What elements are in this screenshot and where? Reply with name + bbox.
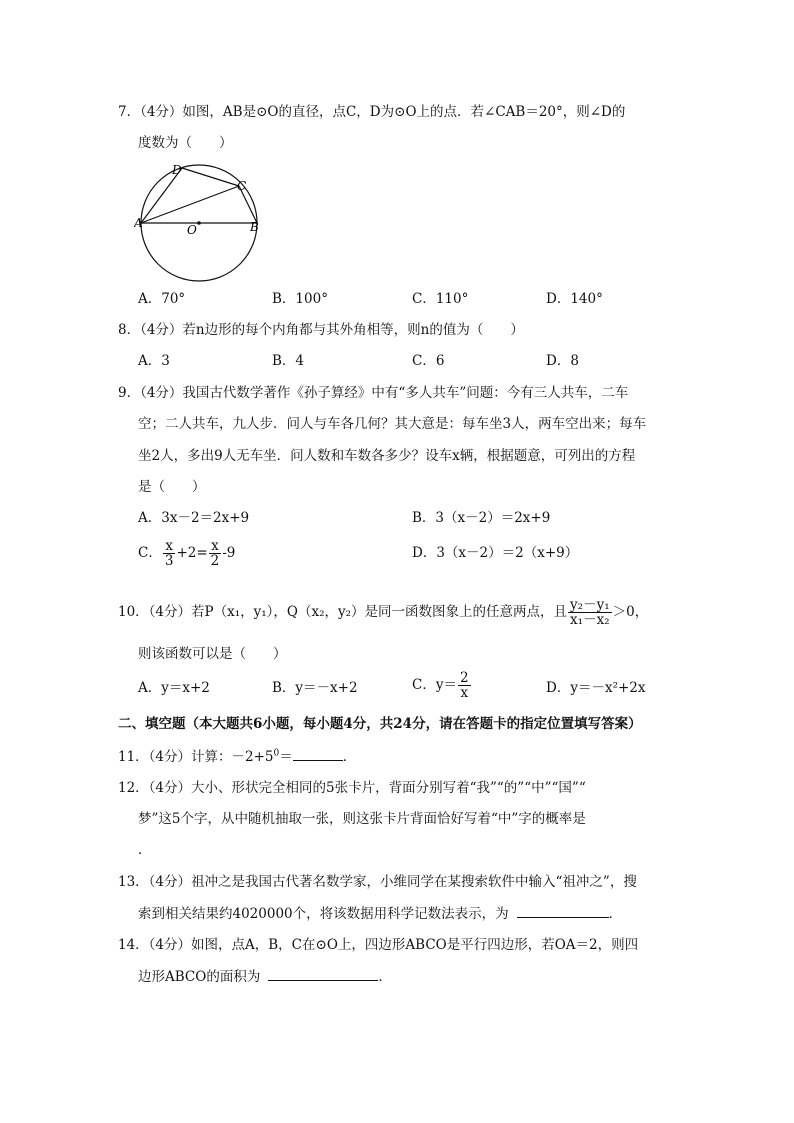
q12-line1: 12．（4分）大小、形状完全相同的5张卡片，背面分别写着“我”“的”“中”“国”“ bbox=[118, 780, 586, 796]
q10-prefix: 10．（4分）若P（x₁，y₁），Q（x₂，y₂）是同一函数图象上的任意两点，且 bbox=[118, 604, 568, 620]
frac-den: x₁－x₂ bbox=[570, 612, 610, 628]
q10-option-c-frac bbox=[458, 671, 471, 700]
frac-den: 2 bbox=[210, 553, 220, 569]
q13-answer-blank[interactable] bbox=[517, 903, 609, 918]
center-point bbox=[197, 221, 201, 225]
q9-option-c bbox=[138, 538, 235, 568]
q11-end: ． bbox=[342, 749, 357, 765]
q13-line1: 13．（4分）祖冲之是我国古代著名数学家，小维同学在某搜索软件中输入“祖冲之”，搜 bbox=[118, 874, 637, 890]
q12-line3: ． bbox=[138, 842, 152, 858]
q9-option-d: D．3（x－2）＝2（x+9） bbox=[412, 545, 579, 561]
q14-line2-text: 边形ABCO的面积为 bbox=[138, 969, 261, 985]
q9-option-a: A．3x－2＝2x+9 bbox=[138, 510, 250, 526]
chord-ac bbox=[141, 186, 239, 223]
q13-line2-text: 索到相关结果约4020000个，将该数据用科学记数法表示，为 bbox=[138, 906, 509, 922]
q8-line1: 8．（4分）若n边形的每个内角都与其外角相等，则n的值为（ ） bbox=[118, 322, 524, 338]
q7-line1: 7．（4分）如图，AB是⊙O的直径，点C，D为⊙O上的点．若∠CAB＝20°，则∠D的 bbox=[118, 104, 626, 120]
q11-answer-blank[interactable] bbox=[293, 746, 343, 761]
q7-option-a: A．70° bbox=[138, 291, 186, 307]
q10-frac bbox=[568, 598, 612, 627]
q10-line1 bbox=[118, 597, 648, 627]
q8-option-b: B．4 bbox=[272, 353, 305, 369]
q9-option-c-mid: +2= bbox=[176, 545, 208, 561]
q9-option-c-frac1 bbox=[163, 539, 176, 568]
q14-answer-blank[interactable] bbox=[268, 966, 378, 981]
q7-option-c: C．110° bbox=[412, 291, 469, 307]
q10-option-c-prefix: C．y＝ bbox=[412, 677, 457, 693]
q8-option-d: D．8 bbox=[546, 353, 579, 369]
q9-line1: 9．（4分）我国古代数学著作《孙子算经》中有“多人共车”问题：今有三人共车，二车 bbox=[118, 385, 629, 401]
q8-option-c: C．6 bbox=[412, 353, 445, 369]
q14-line1: 14．（4分）如图，点A，B，C在⊙O上，四边形ABCO是平行四边形，若OA＝2，则四 bbox=[118, 937, 639, 953]
frac-num: 2 bbox=[459, 670, 469, 686]
q7-line2: 度数为（ ） bbox=[138, 135, 233, 151]
label-o: O bbox=[187, 223, 197, 237]
label-b: B bbox=[250, 220, 259, 234]
label-d: D bbox=[172, 163, 182, 177]
q11-line1 bbox=[118, 746, 356, 767]
q10-option-a: A．y＝x+2 bbox=[138, 680, 210, 696]
q7-option-b: B．100° bbox=[272, 291, 328, 307]
frac-den: 3 bbox=[164, 553, 174, 569]
q9-option-c-prefix: C． bbox=[138, 545, 162, 561]
q9-option-b: B．3（x－2）＝2x+9 bbox=[412, 510, 551, 526]
q13-end: ． bbox=[608, 906, 623, 922]
q11-suffix: ＝ bbox=[279, 749, 293, 765]
q9-option-c-suffix: -9 bbox=[222, 545, 236, 561]
q14-line2 bbox=[138, 966, 392, 987]
q7-option-d: D．140° bbox=[546, 291, 603, 307]
q10-line2: 则该函数可以是（ ） bbox=[138, 646, 287, 662]
label-a: A bbox=[134, 216, 143, 230]
q10-option-b: B．y＝－x+2 bbox=[272, 680, 358, 696]
q10-option-d: D．y＝－x²+2x bbox=[546, 680, 646, 696]
q14-end: ． bbox=[378, 969, 392, 985]
section2-heading: 二、填空题（本大题共6小题，每小题4分，共24分，请在答题卡的指定位置填写答案） bbox=[118, 716, 642, 732]
q12-line2: 梦”这5个字，从中随机抽取一张，则这张卡片背面恰好写着“中”字的概率是 bbox=[138, 811, 586, 827]
q7-circle-figure bbox=[134, 160, 264, 286]
frac-den: x bbox=[460, 685, 469, 701]
frac-num: y₂－y₁ bbox=[570, 597, 610, 613]
chord-dc bbox=[182, 168, 239, 186]
q10-suffix: ＞0， bbox=[612, 604, 649, 620]
frac-num: x bbox=[165, 538, 173, 554]
q9-option-c-frac2 bbox=[209, 539, 222, 568]
q10-option-c bbox=[412, 670, 472, 700]
frac-num: x bbox=[211, 538, 219, 554]
label-c: C bbox=[237, 179, 247, 193]
q9-line2: 空；二人共车，九人步．问人与车各几何？其大意是：每车坐3人，两车空出来；每车 bbox=[138, 416, 647, 432]
q13-line2 bbox=[138, 903, 622, 924]
q11-exponent: 0 bbox=[273, 748, 280, 759]
q8-option-a: A．3 bbox=[138, 353, 170, 369]
q9-line4: 是（ ） bbox=[138, 479, 206, 495]
q11-prefix: 11．（4分）计算：－2+5 bbox=[118, 749, 274, 765]
q9-line3: 坐2人，多出9人无车坐．问人数和车数各多少？设车x辆，根据题意，可列出的方程 bbox=[138, 448, 636, 464]
